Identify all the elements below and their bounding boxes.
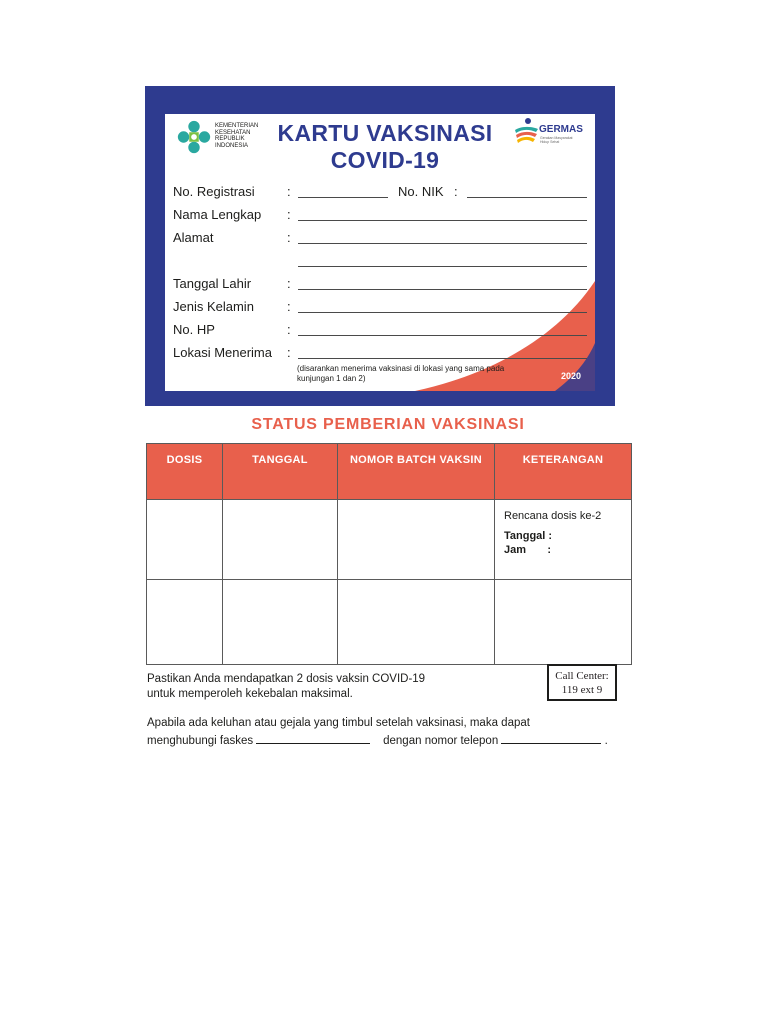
remarks-cell[interactable] [495, 500, 632, 580]
colon: : [287, 207, 291, 222]
column-header-dose: DOSIS [147, 444, 223, 500]
ministry-of-health-logo-icon [175, 118, 213, 156]
location-label: Lokasi Menerima [173, 345, 272, 360]
full-name-field[interactable] [298, 220, 587, 221]
footer-dose-reminder-line1: Pastikan Anda mendapatkan 2 dosis vaksin COVID-19 [147, 673, 426, 685]
footer-symptoms-line1: Apabila ada keluhan atau gejala yang timbul setelah vaksinasi, maka dapat [147, 717, 530, 729]
germas-logo-icon [511, 116, 541, 150]
address-field-line2[interactable] [298, 266, 587, 267]
vaccination-card [145, 86, 615, 406]
second-dose-plan-label: Rencana dosis ke-2 [504, 510, 602, 522]
card-title [275, 120, 495, 174]
column-header-batch-number: NOMOR BATCH VAKSIN [338, 444, 495, 500]
column-header-remarks: KETERANGAN [495, 444, 632, 500]
phone-label: No. HP [173, 322, 215, 337]
colon: : [287, 276, 291, 291]
call-center-label: Call Center: [555, 670, 609, 682]
batch-cell[interactable] [338, 500, 495, 580]
gender-label: Jenis Kelamin [173, 299, 254, 314]
call-center-number: 119 ext 9 [561, 684, 603, 696]
address-field-line1[interactable] [298, 243, 587, 244]
card-year: 2020 [560, 371, 581, 381]
column-header-date: TANGGAL [223, 444, 338, 500]
nik-field[interactable] [467, 197, 587, 198]
remarks-cell[interactable] [495, 580, 632, 665]
registration-label: No. Registrasi [173, 184, 255, 199]
plan-date-label: Tanggal : [504, 530, 553, 542]
address-label: Alamat [173, 230, 214, 245]
dose-cell[interactable] [147, 580, 223, 665]
table-row [147, 580, 632, 665]
plan-time-label: Jam : [504, 544, 552, 556]
location-note: (disarankan menerima vaksinasi di lokasi yang sama pada kunjungan 1 dan 2) [297, 364, 505, 383]
batch-cell[interactable] [338, 580, 495, 665]
nik-label: No. NIK [398, 184, 444, 199]
dose-cell[interactable] [147, 500, 223, 580]
footer-dose-reminder-line2: untuk memperoleh kekebalan maksimal. [147, 688, 353, 700]
status-title: STATUS PEMBERIAN VAKSINASI [251, 416, 525, 433]
ministry-text-line: KEMENTERIAN [215, 123, 259, 129]
card-title-line2: COVID-19 [330, 147, 440, 173]
colon: : [287, 230, 291, 245]
card-body [165, 114, 595, 391]
colon: : [287, 184, 291, 199]
registration-field[interactable] [298, 197, 388, 198]
full-name-label: Nama Lengkap [173, 207, 262, 222]
ministry-text-line: KESEHATAN [215, 129, 251, 136]
call-center-box [547, 664, 617, 701]
colon: : [454, 184, 458, 199]
table-header-row [147, 444, 632, 500]
footer-symptoms-line2 [147, 733, 608, 747]
facility-label: menghubungi faskes [147, 735, 254, 747]
phone-number-label: dengan nomor telepon [383, 735, 499, 747]
gender-field[interactable] [298, 312, 587, 313]
ministry-text-line: REPUBLIK [215, 136, 245, 142]
colon: : [287, 322, 291, 337]
sentence-end: . [604, 735, 608, 747]
colon: : [287, 299, 291, 314]
germas-tagline: Gerakan Masyarakat Hidup Sehat [540, 136, 573, 144]
facility-blank-field[interactable] [256, 733, 370, 744]
birth-date-field[interactable] [298, 289, 587, 290]
table-row [147, 500, 632, 580]
germas-name: GERMAS [539, 124, 583, 135]
vaccination-status-table [146, 443, 632, 665]
card-title-line1: KARTU VAKSINASI [277, 120, 493, 146]
location-field[interactable] [298, 358, 587, 359]
ministry-text-line: INDONESIA [215, 142, 249, 149]
colon: : [287, 345, 291, 360]
birth-date-label: Tanggal Lahir [173, 276, 252, 291]
date-cell[interactable] [223, 580, 338, 665]
ministry-logo-text [215, 123, 275, 149]
phone-number-blank-field[interactable] [501, 733, 601, 744]
phone-field[interactable] [298, 335, 587, 336]
date-cell[interactable] [223, 500, 338, 580]
